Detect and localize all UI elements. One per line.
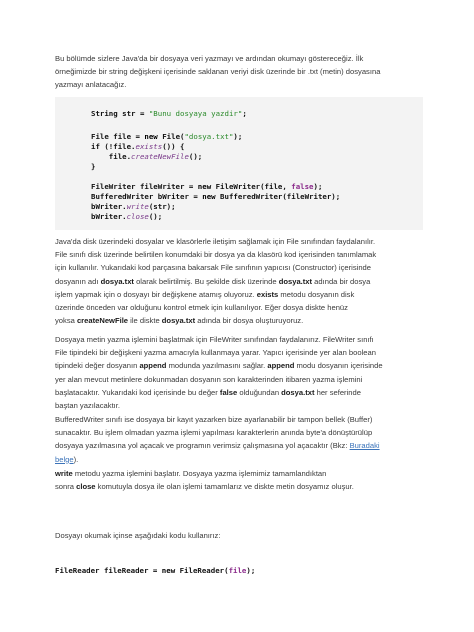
code-block-write — [55, 97, 423, 230]
code-line: bWriter.close(); — [91, 212, 163, 221]
code-line: if (!file.exists()) { — [91, 142, 185, 151]
filewriter-paragraph: Dosyaya metin yazma işlemini başlatmak için FileWriter sınıfından faydalanırız. FileWriter sınıfı File tipindeki bir değişkeni yazma amacıyla kullanmaya yarar. Yapıcı içerisinde yer alan boolean tipindeki değer dosyanın append modunda yazılmasını sağlar. append modu dosyanın içerisinde yer alan mevcut metinlere dokunmadan dosyanın son karakterinden itibaren yazma işlemini başlatacaktır. Yukarıdaki kod içerisinde bu değer false olduğundan dosya.txt her seferinde baştan yazılacaktır. — [55, 335, 383, 411]
intro-line-1: Bu bölümde sizlere Java'da bir dosyaya veri yazmayı ve ardından okumayı göstereceğiz. İlk — [55, 54, 364, 63]
code-line: String str = "Bunu dosyaya yazdir"; — [91, 109, 247, 118]
file-class-paragraph: Java'da disk üzerindeki dosyalar ve klasörlerle iletişim sağlamak için File sınıfından faydalanılır. File sınıfı disk üzerinde belirtilen konumdaki bir dosya ya da klasörü kod içerisinden tanımlamak için kullanılır. Yukarıdaki kod parçasına bakarsak File sınıfının yapıcısı (Constructor) içerisinde dosyanın adı dosya.txt olarak belirtilmiş. Bu şekilde disk üzerinde dosya.txt adında bir dosya işlem yapmak için o dosyayı bir değişkene atamış oluyoruz. exists metodu dosyanın disk üzerinde önceden var olduğunu kontrol etmek için kullanılıyor. Eğer dosya diskte henüz yoksa createNewFile ile diskte dosya.txt adında bir dosya oluşturuyoruz. — [55, 237, 377, 326]
code-line: bWriter.write(str); — [91, 202, 176, 211]
code-line: File file = new File("dosya.txt"); — [91, 132, 243, 141]
code-line: BufferedWriter bWriter = new BufferedWriter(fileWriter); — [91, 192, 341, 201]
code-line: file.createNewFile(); — [91, 152, 203, 161]
write-close-paragraph: write metodu yazma işlemini başlatır. Dosyaya yazma işlemimiz tamamlandıktan sonra close komutuyla dosya ile olan işlemi tamamlarız ve diskte metin dosyamız oluşur. — [55, 469, 354, 492]
bufferedwriter-paragraph: BufferedWriter sınıfı ise dosyaya bir kayıt yazarken bize ayarlanabilir bir tampon bellek (Buffer) sunacaktır. Bu işlem olmadan yazma işlemi yapılması karakterlerin anında byte'a dönüştürülüp dosyaya yazılmasına yol açacak ve programın verimsiz çalışmasına yol açacaktır (Bkz: Buradaki belge). — [55, 415, 380, 464]
read-intro-paragraph: Dosyayı okumak içinse aşağıdaki kodu kullanırız: — [55, 531, 221, 540]
intro-paragraph — [55, 52, 427, 92]
intro-line-3: yazmayı anlatacağız. — [55, 80, 127, 90]
intro-line-2: örneğimizde bir string değişkeni içerisinde saklanan veriyi disk üzerinde bir .txt (metin) dosyasına — [55, 67, 381, 77]
code-line-filereader: FileReader fileReader = new FileReader(file); — [55, 566, 256, 575]
reference-link[interactable]: Buradaki — [349, 441, 380, 451]
code-line: } — [91, 162, 96, 171]
code-line: FileWriter fileWriter = new FileWriter(file, false); — [91, 182, 323, 191]
reference-link-continued[interactable]: belge — [55, 454, 74, 464]
